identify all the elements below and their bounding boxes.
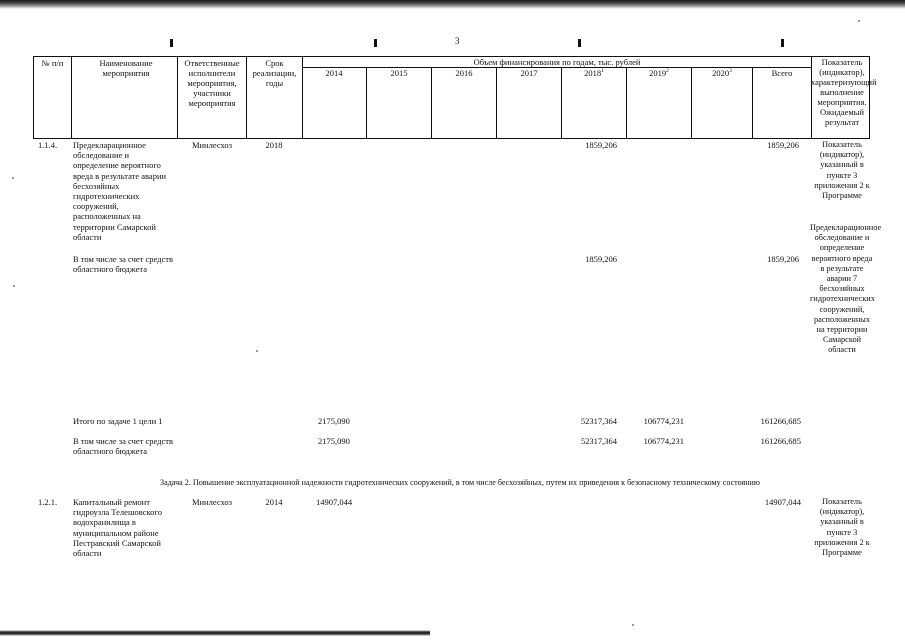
row-114-expected-result: Предекларационное обследование и определение вероятного вреда в результате аварии 7 бесхозяйных гидротехнических сооружений, расположенных на территории Самарской области bbox=[810, 223, 882, 355]
header-year-2016: 2016 bbox=[455, 68, 473, 78]
total-task1-name: Итого по задаче 1 цели 1 bbox=[73, 416, 163, 426]
total-task1-budget-2018: 52317,364 bbox=[580, 436, 617, 446]
scan-mark bbox=[781, 39, 784, 47]
scan-edge-bottom bbox=[0, 630, 430, 636]
total-task1-total: 161266,685 bbox=[760, 416, 801, 426]
header-total: Всего bbox=[771, 68, 793, 78]
scan-speck bbox=[632, 624, 634, 626]
scan-mark bbox=[578, 39, 581, 47]
scan-speck bbox=[256, 350, 258, 352]
total-task1-budget-2014: 2175,090 bbox=[318, 436, 350, 446]
scan-mark bbox=[170, 39, 173, 47]
header-number: № п/п bbox=[41, 58, 64, 68]
scan-speck bbox=[858, 20, 860, 22]
scan-speck bbox=[13, 285, 15, 287]
header-year-2015: 2015 bbox=[390, 68, 408, 78]
header-year-2014: 2014 bbox=[325, 68, 343, 78]
row-114-2018: 1859,206 bbox=[585, 140, 617, 150]
header-year-2018: 2018$^1$ bbox=[584, 68, 604, 78]
row-114-name: Предекларационное обследование и определение вероятного вреда в результате аварии бесхозяйных гидротехнических сооружений, расположенных на территории Самарской области bbox=[73, 140, 167, 242]
header-indicator: Показатель (индикатор), характеризующий выполнение мероприятия. Ожидаемый результат bbox=[811, 57, 877, 127]
page-number: 3 bbox=[455, 36, 460, 46]
task-2-heading: Задача 2. Повышение эксплуатационной надежности гидротехнических сооружений, в том числе бесхозяйных, путем их приведения к безопасному техническому состоянию bbox=[160, 478, 760, 487]
scan-mark bbox=[374, 39, 377, 47]
row-121-total: 14907,044 bbox=[764, 497, 801, 507]
row-114-term: 2018 bbox=[265, 140, 283, 150]
scan-edge-top bbox=[0, 0, 905, 9]
total-task1-2018: 52317,364 bbox=[580, 416, 617, 426]
total-task1-2019: 106774,231 bbox=[643, 416, 684, 426]
total-task1-budget-2019: 106774,231 bbox=[643, 436, 684, 446]
row-114-budget-name: В том числе за счет средств областного бюджета bbox=[73, 254, 173, 275]
row-114-indicator: Показатель (индикатор), указанный в пункте 3 приложения 2 к Программе bbox=[814, 140, 870, 201]
header-year-2017: 2017 bbox=[520, 68, 538, 78]
row-121-number: 1.2.1. bbox=[38, 497, 58, 507]
header-year-2020: 2020$^3$ bbox=[712, 68, 732, 78]
header-funding: Объем финансирования по годам, тыс. рублей bbox=[473, 57, 641, 67]
row-121-2014: 14907,044 bbox=[316, 497, 353, 507]
row-121-indicator: Показатель (индикатор), указанный в пункте 3 приложения 2 к Программе bbox=[814, 497, 870, 558]
row-121-name: Капитальный ремонт гидроузла Телешовского водохранилища в муниципальном районе Пестравский Самарской области bbox=[73, 497, 162, 559]
row-121-term: 2014 bbox=[265, 497, 283, 507]
row-121-responsible: Минлесхоз bbox=[191, 497, 233, 507]
table-header bbox=[33, 56, 870, 139]
scan-speck bbox=[12, 177, 14, 179]
row-114-total: 1859,206 bbox=[767, 140, 799, 150]
total-task1-2014: 2175,090 bbox=[318, 416, 350, 426]
total-task1-budget-name: В том числе за счет средств областного бюджета bbox=[73, 436, 173, 457]
header-term: Срок реализации, годы bbox=[252, 58, 297, 88]
header-name: Наименование мероприятия bbox=[99, 58, 153, 78]
total-task1-budget-total: 161266,685 bbox=[760, 436, 801, 446]
row-114-responsible: Минлесхоз bbox=[191, 140, 233, 150]
row-114-budget-total: 1859,206 bbox=[767, 254, 799, 264]
header-year-2019: 2019$^2$ bbox=[649, 68, 669, 78]
row-114-budget-2018: 1859,206 bbox=[585, 254, 617, 264]
row-114-number: 1.1.4. bbox=[38, 140, 58, 150]
header-responsible: Ответственные исполнители мероприятия, участники мероприятия bbox=[184, 58, 240, 108]
